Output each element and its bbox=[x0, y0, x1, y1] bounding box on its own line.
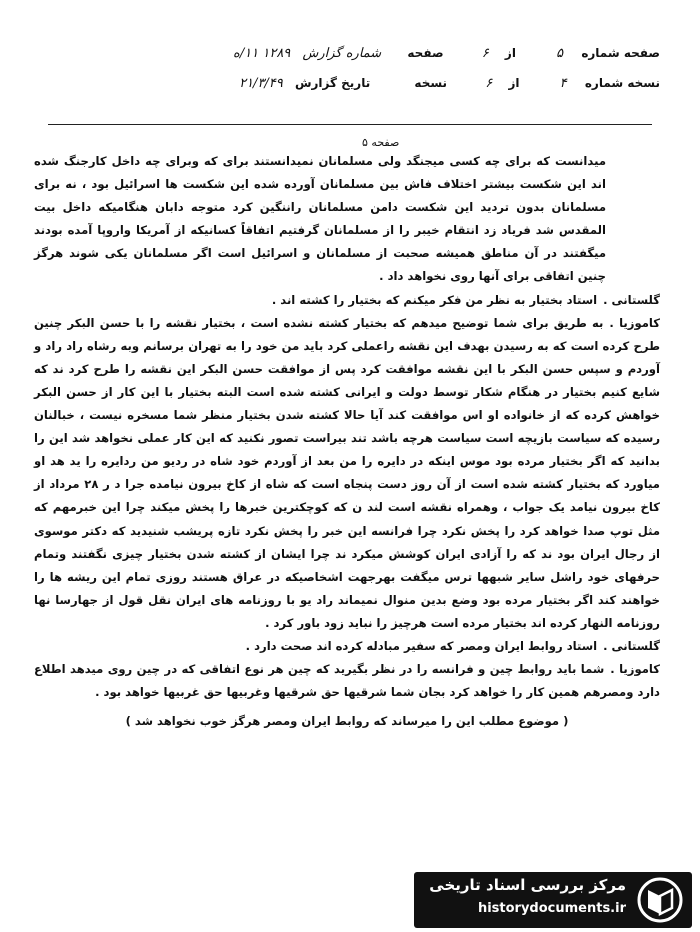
body-paragraph bbox=[34, 635, 660, 658]
footnote: ( موضوع مطلب این را میرساند که روابط ایران ومصر هرگز خوب نخواهد شد ) bbox=[125, 714, 569, 729]
archive-logo-title: مرکز بررسی اسناد تاریخی bbox=[429, 876, 626, 894]
paragraph-text: به طریق برای شما توضیح میدهم که بختیار کشته نشده است ، بختیار نقشه را با حسن البکر چنین طرح کرده است که به رسیدن بهدف این نقشه راعملی کرد باید من خود را به تهران برسانم وبه رشاه راد راد و آوردم و سپس حسن البکر با این نقشه موافقت کرد پس از موافقت حسن البکر این نقشه را طرح کرد ند که شایع کنیم بختیار در هنگام شکار توسط دولت و ایرانی کشته شده است البته بختیار با این کار از حسن البکر خواهش کرده که از خانواده او اس موافقت کند آیا حالا کشته شدن بختیار منظر شما مسخره نیست ، خبالنان رسیده که سیاست بازیچه است سیاست هرچه باشد تند بیراست تصور نکنید که این کار عملی نخواهد شد این را بدانید که اگر بختیار مرده بود موس اینکه در دایره را من بعد از آوردم خود شاه در ردیو من ردایره را ید هد او میاورد که بختیار کشته شده است از آن روز دست پنجاه است که شاه از کاخ بیرون نیامده جرا د ر ۲۸ مرداد از کاخ بیرون نیامد یک جواب ، وهمراه نقشه است لند ن که کوچکترین خبرها را پخش میکند چرا این خبرمهم که مثل توپ صدا خواهد کرد را پخش نکرد چرا فرانسه این خبر را پخش نکرد تازه پریشب شنیدید که دکتر موسوی از رجال ایران بود ند که را آزادی ایران کوشش میکرد ند چرا ایشان از کشته شدن بختیار چیزی نگفتند وتمام حرفهای خود راشل سایر شبهها ترس میگفت بهرجهت اشخاصیکه در عراق هستند روزی تمام این ریشه ها را خواهند کند اگر بختیار مرده بود وضع بدین منوال نمیماند راد یو با روزنامه های ایران نقل قول از جهارسا نها روزنامه النهار کرده اند بختیار مرده است هرچیز را نباید زود باور کرد . bbox=[34, 315, 660, 630]
paragraph-text: شما باید روابط چین و فرانسه را در نظر بگیرید که چین هر نوع اتفاقی که در چین روی میدهد اطلاع دارد ومصرهم همین کار را خواهد کرد بجان شما شرقیها حق شرقیها وغربیها حق غربیها خواهد بود . bbox=[34, 662, 660, 700]
report-date-label: تاریخ گزارش bbox=[294, 76, 371, 90]
page-heading: صفحه ۵ bbox=[362, 136, 400, 149]
page-number-label: صفحه شماره bbox=[581, 46, 660, 60]
page-total-value: ۶ bbox=[481, 46, 489, 61]
body-paragraph bbox=[34, 312, 660, 635]
report-number-value: ۱۲۸۹ ۱۱/ه bbox=[233, 46, 291, 61]
document-body bbox=[34, 150, 660, 733]
paragraph-text: استاد روابط ایران ومصر که سفیر مبادله کرده اند صحت دارد . bbox=[245, 638, 598, 653]
report-number-label: شماره گزارش bbox=[302, 46, 382, 61]
header-divider bbox=[48, 124, 652, 125]
archive-logo-url: historydocuments.ir bbox=[477, 901, 626, 916]
copy-number-value: ۴ bbox=[559, 76, 567, 91]
speaker-label: گلستانی . bbox=[603, 638, 660, 653]
copy-number-label: نسخه شماره bbox=[584, 76, 660, 90]
speaker-label: کاموزیا . bbox=[609, 315, 660, 330]
page-of-label: از bbox=[504, 46, 516, 60]
book-emblem-icon bbox=[634, 876, 686, 924]
body-paragraph bbox=[34, 658, 660, 704]
paragraph-text: میدانست که برای چه کسی میجنگد ولی مسلمانان نمیدانستند برای که وبرای چه داخل کارجنگ شده اند این شکست بیشتر اختلاف فاش بین مسلمانان آورده شده این شکست ها اسرائیل بود ، نه برای مسلمانان بدون تردید این شکست دامن مسلمانان راننگین کرد متوجه دابان هنگامیکه داخل بیت المقدس شد فریاد زد انتقام خیبر را از مسلمانان گرفتیم اتفاقاً کسانیکه از آمریکا واروپا آمده بودند میگفتند در آن مناطق همیشه صحبت از مسلمانان و اسرائیل است اگر مسلمانان یکی شوند هرگز چنین اتفاقی برای آنها روی نخواهد داد . bbox=[34, 154, 606, 284]
report-date-value: ۲۱/۳/۴۹ bbox=[239, 76, 283, 91]
speaker-label: کاموزیا . bbox=[610, 662, 660, 677]
page-number-value: ۵ bbox=[556, 46, 564, 61]
body-paragraph bbox=[34, 150, 660, 289]
header-row-2 bbox=[40, 76, 660, 91]
header-row-1 bbox=[40, 46, 660, 61]
speaker-label: گلستانی . bbox=[603, 292, 660, 307]
sheet-word: صفحه bbox=[407, 46, 444, 60]
copy-of-label: از bbox=[508, 76, 520, 90]
body-paragraph bbox=[34, 289, 660, 312]
paragraph-text: استاد بختیار به نظر من فکر میکنم که بختیار را کشته اند . bbox=[271, 292, 598, 307]
copy-word: نسخه bbox=[414, 76, 448, 90]
copy-total-value: ۶ bbox=[485, 76, 493, 91]
archive-logo bbox=[414, 872, 692, 928]
